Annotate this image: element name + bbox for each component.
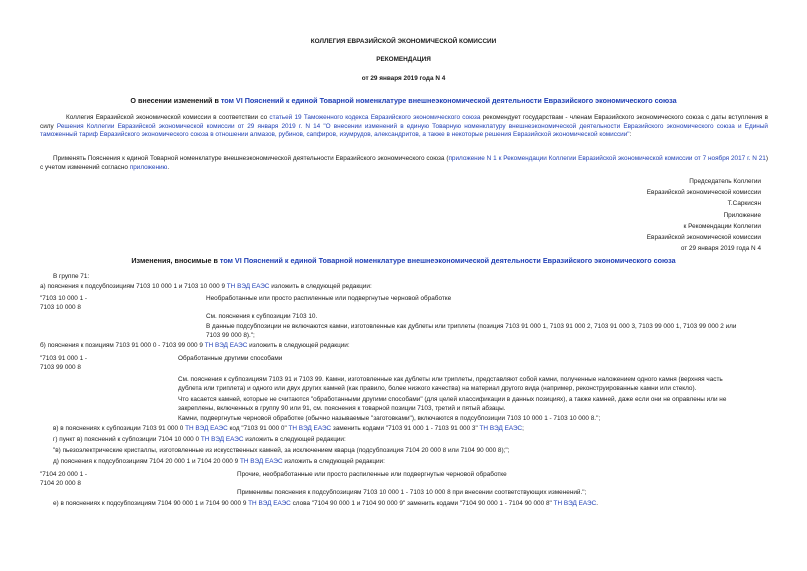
intro-paragraph-2 [40,155,768,172]
item-g [53,436,346,445]
item-b-para-2b: закреплены, включенных в группу 90 или 91, см. пояснения к товарной позиции 7103, третий и пятый абзацы. [178,405,506,412]
intro-p2-text-c: . [167,163,170,171]
item-g-end: изложить в следующей редакции: [243,436,346,443]
item-e-mid: слова "7104 90 000 1 и 7104 90 000 9" заменить кодами "7104 90 000 1 - 7104 90 000 8" [290,500,554,507]
changes-title [0,257,807,266]
item-e-link-1[interactable]: ТН ВЭД ЕАЭС [248,500,291,507]
intro-p2-text-b: ) с учетом изменений согласно [40,155,769,171]
item-g-quote: "в) пьезоэлектрические кристаллы, изготовленные из искусственных камней, за исключением кварца (подсубпозиция 7104 20 000 8 или 7104 90 000 8);"; [53,447,510,454]
page-title [0,97,807,106]
item-b [40,342,350,351]
item-a-see: См. пояснения к субпозиции 7103 10. [206,313,318,320]
item-d-see: Применимы пояснения к подсубпозициям 7103 10 000 1 - 7103 10 000 8 при внесении соответствующих изменений."; [237,489,587,496]
item-a-text: а) пояснения к подсубпозициям 7103 10 000 1 и 7103 10 000 9 [40,283,227,290]
changes-title-prefix: Изменения, вносимые в [131,256,220,265]
doc-date: от 29 января 2019 года N 4 [361,75,446,82]
signature-line-2: Евразийской экономической комиссии [646,189,761,196]
doc-type: РЕКОМЕНДАЦИЯ [376,56,431,63]
item-b-description: Обработанные другими способами [178,355,283,362]
item-d-description: Прочие, необработанные или просто распиленные или подвергнутые черновой обработке [237,471,507,478]
intro-p1-text-b: рекомендует государствам - членам Евразийского экономического союза [480,114,704,121]
item-g-text: г) пункт в) пояснений к субпозиции 7104 10 000 0 [53,436,201,443]
item-b-para-2a: Что касается камней, которые не считаются "обработанными другими способами" (для целей классификации в данных позициях), а также камней, даже если они не оправлены или не [178,396,727,403]
intro-paragraph-1 [40,114,768,140]
group-heading: В группе 71: [53,273,90,280]
intro-p2-text-a: Применять Пояснения к единой Товарной номенклатуре внешнеэкономической деятельности Евразийского экономического союза ( [53,155,449,162]
item-b-para-3: Камни, подвергнутые черновой обработке (обычно называемые "заготовками"), включаются в подсубпозиции 7103 10 000 1 - 7103 10 000 8."; [178,415,601,422]
title-link[interactable]: том VI Пояснений к единой Товарной номенклатуре внешнеэкономической деятельности Евразийского экономического союза [220,96,677,105]
signature-name: Т.Саркисян [727,200,761,207]
item-c-link-1[interactable]: ТН ВЭД ЕАЭС [185,425,228,432]
item-d-text: д) пояснения к подсубпозициям 7104 20 000 1 и 7104 20 000 9 [53,458,240,465]
appendix-line-3: Евразийской экономической комиссии [646,234,761,241]
item-g-link[interactable]: ТН ВЭД ЕАЭС [200,436,244,443]
item-b-link[interactable]: ТН ВЭД ЕАЭС [204,342,248,349]
page-title-prefix: О внесении изменений в [130,96,221,105]
item-b-code-1: "7103 91 000 1 - [40,355,88,362]
item-b-end: изложить в следующей редакции: [247,342,350,349]
appendix-line-1: Приложение [723,212,761,219]
item-c-mid: код "7103 91 000 0" [227,425,289,432]
item-c-text: в) в пояснениях к субпозиции 7103 91 000 0 [53,425,186,432]
item-a-note-2: 7103 99 000 8)."; [206,332,255,339]
item-a-description: Необработанные или просто распиленные или подвергнутые черновой обработке [206,295,452,302]
intro-p1-text-c: с даты вступления в силу [40,114,768,130]
changes-title-link[interactable]: том VI Пояснений к единой Товарной номенклатуре внешнеэкономической деятельности Евразийского экономического союза [219,256,676,265]
item-d-end: изложить в следующей редакции: [282,458,385,465]
item-d-code-2: 7104 20 000 8 [40,480,81,487]
item-a-code-1: "7103 10 000 1 - [40,295,88,302]
item-a-note-1: В данные подсубпозиции не включаются камни, изготовленные как дублеты или триплеты (позиция 7103 91 000 1, 7103 91 000 2, 7103 91 000 3, 7103 99 000 1, 7103 99 000 2 или [206,323,737,330]
item-a-end: изложить в следующей редакции: [269,283,372,290]
signature-line-1: Председатель Коллегии [689,178,761,185]
item-c [53,425,524,434]
item-b-para-1b: дублета или триплета) и одного или двух других камней (как правило, более низкого качества) на материал другого вида (например, реконструированные камни или стекло). [178,385,697,392]
item-e-text: е) в пояснениях к подсубпозициям 7104 90 000 1 и 7104 90 000 9 [53,500,249,507]
item-c-link-2[interactable]: ТН ВЭД ЕАЭС [288,425,332,432]
item-a-link[interactable]: ТН ВЭД ЕАЭС [226,283,270,290]
item-d [53,458,385,467]
intro-p2-link-2[interactable]: приложению [129,163,168,171]
item-c-link-3[interactable]: ТН ВЭД ЕАЭС [479,425,523,432]
item-d-link[interactable]: ТН ВЭД ЕАЭС [239,458,283,465]
item-c-tail: ; [522,425,524,432]
appendix-line-2: к Рекомендации Коллегии [683,223,761,230]
intro-p1-text-a: Коллегия Евразийской экономической комиссии в соответствии со [66,114,270,121]
item-d-code-1: "7104 20 000 1 - [40,471,88,478]
intro-p2-link-1[interactable]: приложение N 1 к Рекомендации Коллегии Евразийской экономической комиссии от 7 ноября 2017 г. N 21 [448,155,766,162]
item-a [40,283,372,292]
org-name: КОЛЛЕГИЯ ЕВРАЗИЙСКОЙ ЭКОНОМИЧЕСКОЙ КОМИССИИ [310,38,497,45]
item-c-end: заменить кодами "7103 91 000 1 - 7103 91 000 3" [331,425,480,432]
item-b-para-1a: См. пояснения к субпозициям 7103 91 и 7103 99. Камни, изготовленные как дублеты или триплеты, представляют собой камни, полученные наложением одного камня (верхняя часть [178,376,723,383]
appendix-line-4: от 29 января 2019 года N 4 [680,245,761,252]
item-b-text: б) пояснения к позициям 7103 91 000 0 - 7103 99 000 9 [40,342,205,349]
intro-p1-text-d: : [629,131,632,139]
item-e-link-2[interactable]: ТН ВЭД ЕАЭС [553,500,597,507]
item-a-code-2: 7103 10 000 8 [40,304,81,311]
item-b-code-2: 7103 99 000 8 [40,364,81,371]
item-e [53,500,598,509]
item-e-tail: . [596,500,598,507]
intro-p1-link-2[interactable]: Решения Коллегии Евразийской экономической комиссии от 29 января 2019 г. N 14 "О внесении изменений в единую Товарную номенклатуру внешнеэкономической деятельности Евразийского экономического союза и Единый таможенный тариф Евразийского экономического союза в отношении алмазов, рубинов, сапфиров, изумрудов, александритов, а также в некоторые решения Евразийской экономической комиссии" [40,122,769,139]
intro-p1-link-1[interactable]: статьей 19 Таможенного кодекса Евразийского экономического союза [269,114,481,121]
